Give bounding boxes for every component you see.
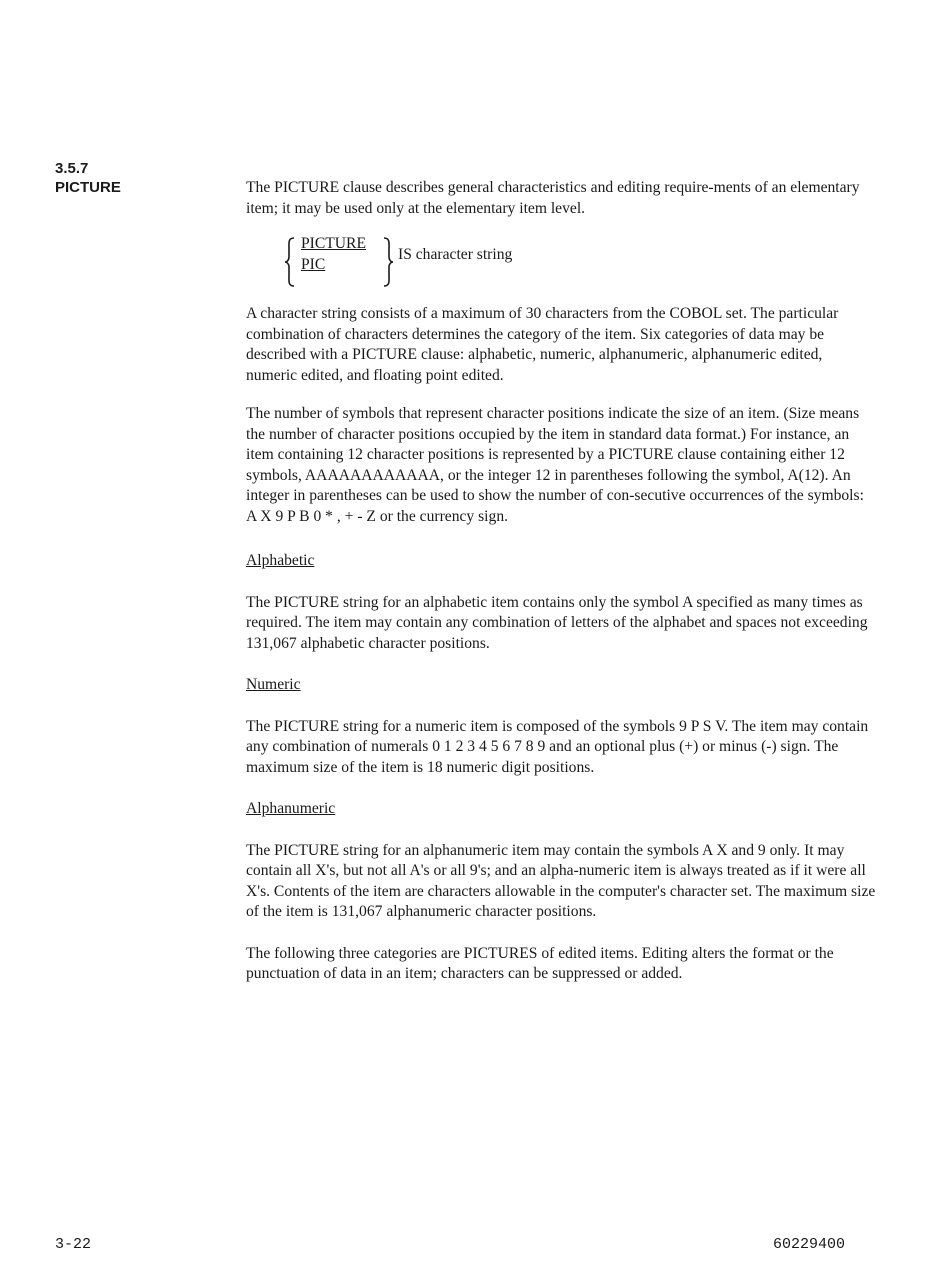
syntax-rest: IS character string [398, 246, 513, 263]
picture-keyword: PICTURE [301, 235, 366, 252]
page-number: 3-22 [55, 1236, 92, 1253]
right-brace-icon [382, 237, 394, 287]
section-title: PICTURE [55, 179, 121, 196]
alphanumeric-heading: Alphanumeric [246, 800, 336, 817]
section-body [246, 178, 876, 985]
left-brace-icon [284, 237, 296, 287]
alphabetic-heading: Alphabetic [246, 552, 315, 569]
edited-paragraph: The following three categories are PICTURES of edited items. Editing alters the format or the punctuation of data in an item; characters can be suppressed or added. [246, 944, 834, 982]
alphabetic-paragraph: The PICTURE string for an alphabetic item contains only the symbol A specified as many times as required. The item may contain any combination of letters of the alphabet and spaces not exceeding 131,067 alphabetic character positions. [246, 593, 868, 652]
numeric-heading: Numeric [246, 676, 301, 693]
pic-keyword: PIC [301, 256, 326, 273]
character-string-paragraph: A character string consists of a maximum of 30 characters from the COBOL set. The particular combination of characters determines the category of the item. Six categories of data may be described with a PICTURE clause: alphabetic, numeric, alphanumeric, alphanumeric edited, numeric edited, and floating point edited. [246, 305, 839, 384]
size-paragraph: The number of symbols that represent character positions indicate the size of an item. (Size means the number of character positions occupied by the item in standard data format.) For instance, an item containing 12 character positions is represented by a PICTURE clause containing either 12 symbols, AAAAAAAAAAAA, or the integer 12 in parentheses following the symbol, A(12). An integer in parentheses can be used to show the number of con-secutive occurrences of the symbols: A X 9 P B 0 * , + - Z or the currency sign. [246, 405, 864, 525]
numeric-paragraph: The PICTURE string for a numeric item is composed of the symbols 9 P S V. The item may contain any combination of numerals 0 1 2 3 4 5 6 7 8 9 and an optional plus (+) or minus (-) sign. The maximum size of the item is 18 numeric digit positions. [246, 717, 869, 776]
intro-paragraph: The PICTURE clause describes general characteristics and editing require-ments of an elementary item; it may be used only at the elementary item level. [246, 179, 860, 217]
alphanumeric-paragraph: The PICTURE string for an alphanumeric item may contain the symbols A X and 9 only. It may contain all X's, but not all A's or all 9's; and an alpha-numeric item is always treated as if it were all X's. Contents of the item are characters allowable in the computer's character set. The maximum size of the item is 131,067 alphanumeric character positions. [246, 841, 876, 920]
document-number: 60229400 [773, 1236, 846, 1253]
section-number: 3.5.7 [55, 160, 89, 177]
syntax-format [246, 232, 876, 290]
